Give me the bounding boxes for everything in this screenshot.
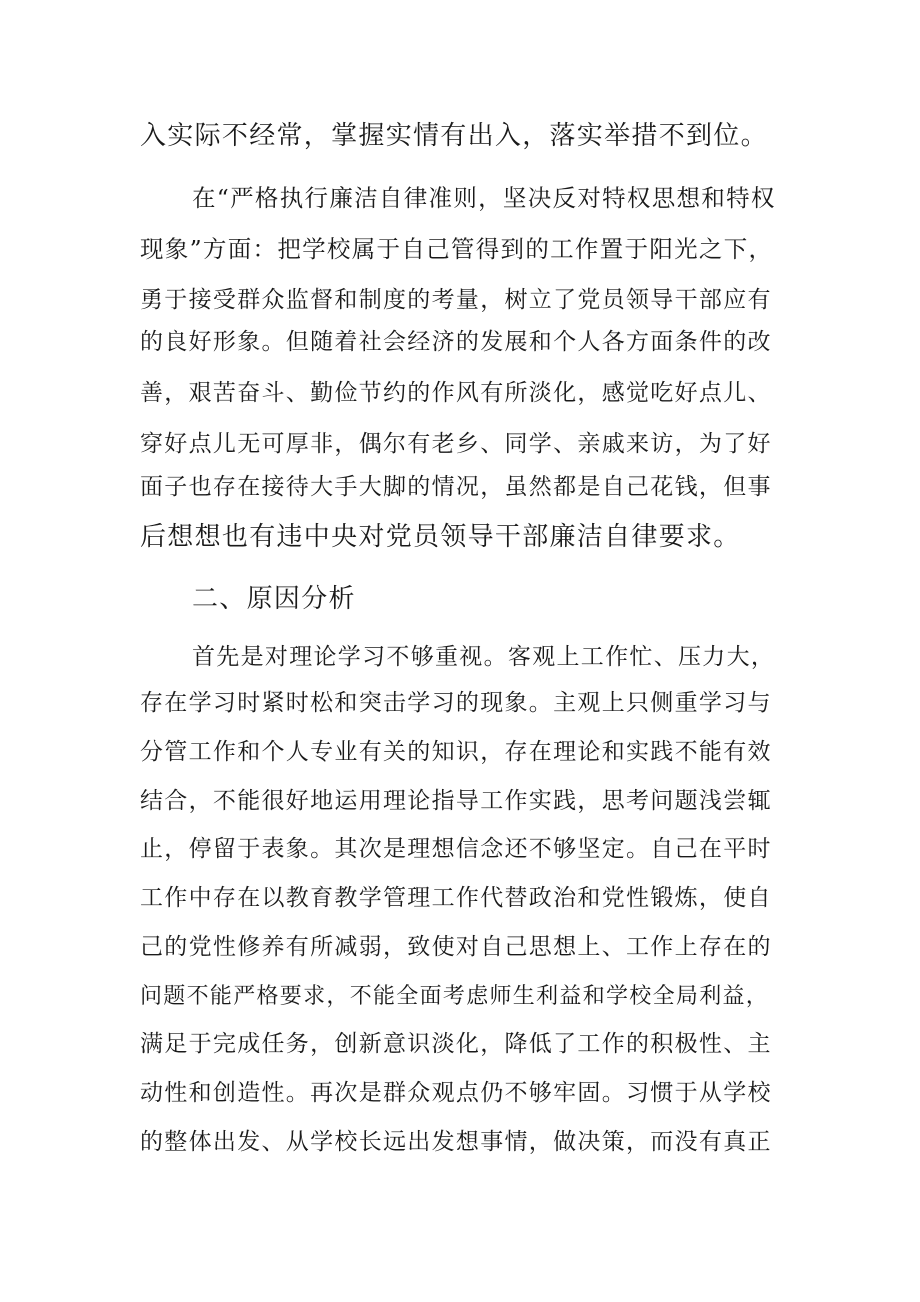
- text-line: 善，艰苦奋斗、勤俭节约的作风有所淡化，感觉吃好点儿、: [140, 380, 772, 406]
- text-line: 结合，不能很好地运用理论指导工作实践，思考问题浅尝辄: [140, 788, 772, 814]
- text-line: 入实际不经常，掌握实情有出入，落实举措不到位。: [140, 121, 768, 151]
- text-line: 面子也存在接待大手大脚的情况，虽然都是自己花钱，但事: [140, 474, 772, 500]
- text-line: 止，停留于表象。其次是理想信念还不够坚定。自己在平时: [140, 836, 772, 862]
- text-line: 工作中存在以教育教学管理工作代替政治和党性锻炼，使自: [140, 885, 772, 911]
- text-line: 的整体出发、从学校长远出发想事情，做决策，而没有真正: [140, 1129, 772, 1155]
- section-heading: 二、原因分析: [192, 584, 356, 614]
- text-line: 穿好点儿无可厚非，偶尔有老乡、同学、亲戚来访，为了好: [140, 431, 772, 457]
- paragraph-first-line: 在“严格执行廉洁自律准则，坚决反对特权思想和特权: [192, 184, 776, 212]
- text-line: 存在学习时紧时松和突击学习的现象。主观上只侧重学习与: [140, 690, 772, 716]
- text-line: 满足于完成任务，创新意识淡化，降低了工作的积极性、主: [140, 1031, 772, 1057]
- text-line: 现象”方面：把学校属于自己管得到的工作置于阳光之下，: [140, 235, 774, 263]
- text-line: 动性和创造性。再次是群众观点仍不够牢固。习惯于从学校: [140, 1080, 772, 1106]
- paragraph-first-line: 首先是对理论学习不够重视。客观上工作忙、压力大，: [192, 644, 776, 670]
- text-line: 勇于接受群众监督和制度的考量，树立了党员领导干部应有: [140, 287, 772, 313]
- text-line: 分管工作和个人专业有关的知识，存在理论和实践不能有效: [140, 739, 772, 765]
- text-line: 己的党性修养有所减弱，致使对自己思想上、工作上存在的: [140, 934, 772, 960]
- text-line: 问题不能严格要求，不能全面考虑师生利益和学校全局利益，: [140, 984, 770, 1009]
- text-line: 的良好形象。但随着社会经济的发展和个人各方面条件的改: [140, 329, 772, 355]
- text-line: 后想想也有违中央对党员领导干部廉洁自律要求。: [140, 522, 741, 552]
